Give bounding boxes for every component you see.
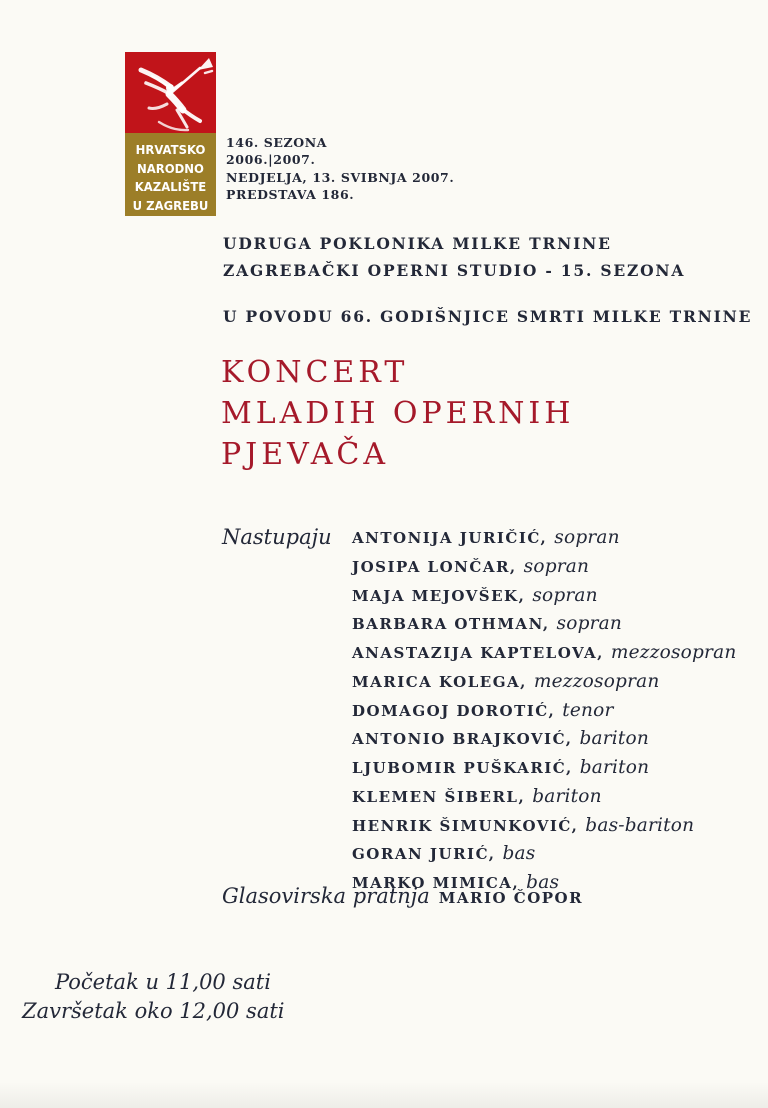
performer-voice: sopran [556, 613, 623, 635]
performer-voice: mezzosopran [533, 670, 660, 692]
performer-name: LJUBOMIR PUŠKARIĆ, [352, 759, 573, 777]
accompaniment-line [222, 884, 583, 908]
organizer-block [223, 231, 685, 284]
performer-name: MARICA KOLEGA, [352, 672, 527, 691]
performer-row [352, 553, 736, 582]
title-line: KONCERT [221, 355, 409, 390]
performer-name: MAJA MEJOVŠEK, [352, 586, 526, 605]
times-block [22, 968, 285, 1026]
performer-row [352, 725, 736, 754]
performer-name: ANASTAZIJA KAPTELOVA, [352, 644, 604, 662]
logo-line: HRVATSKO [135, 143, 206, 157]
performer-row [352, 783, 736, 812]
angel-trumpet-icon [125, 52, 216, 133]
performer-name: GORAN JURIĆ, [352, 845, 496, 864]
occasion-line: U POVODU 66. GODIŠNJICE SMRTI MILKE TRNINE [223, 307, 753, 326]
performer-name: KLEMEN ŠIBERL, [352, 787, 526, 806]
performer-name: BARBARA OTHMAN, [352, 615, 550, 634]
performer-voice: bas-bariton [585, 814, 695, 836]
accompaniment-name: MARIO ČOPOR [438, 889, 584, 907]
performer-name: ANTONIJA JURIČIĆ, [352, 529, 548, 547]
performer-row [352, 524, 736, 553]
performer-row [352, 639, 736, 668]
performer-row [352, 812, 736, 841]
logo-line: KAZALIŠTE [134, 180, 207, 194]
performer-voice: tenor [562, 699, 614, 721]
performer-row [352, 754, 736, 783]
performer-name: MARKO MIMICA, [352, 874, 520, 892]
performer-voice: sopran [554, 527, 620, 548]
performer-voice: bariton [579, 757, 650, 778]
end-time-line: Završetak oko 12,00 sati [22, 999, 285, 1023]
performer-name: ANTONIO BRAJKOVIĆ, [352, 730, 573, 749]
performer-row [352, 668, 736, 697]
logo-line: U ZAGREBU [132, 198, 209, 213]
start-time-line: Početak u 11,00 sati [55, 970, 271, 994]
performance-info [226, 134, 454, 203]
logo-wordmark [125, 133, 216, 216]
organizer-line: ZAGREBAČKI OPERNI STUDIO - 15. SEZONA [223, 260, 686, 280]
info-line-date: NEDJELJA, 13. SVIBNJA 2007. [226, 169, 455, 185]
logo-red-panel [125, 52, 216, 133]
hnk-logo [125, 52, 216, 216]
performer-row [352, 610, 736, 639]
performer-voice: mezzosopran [610, 642, 737, 663]
performer-name: HENRIK ŠIMUNKOVIĆ, [352, 816, 579, 835]
performer-row [352, 582, 736, 611]
organizer-line: UDRUGA POKLONIKA MILKE TRNINE [223, 234, 612, 253]
performer-voice: bas [526, 872, 560, 893]
performer-list [352, 524, 736, 898]
performer-voice: bariton [532, 785, 602, 807]
title-line: MLADIH OPERNIH [221, 396, 575, 431]
page-title [221, 352, 574, 475]
performer-voice: sopran [532, 584, 598, 606]
performer-voice: bas [502, 843, 536, 865]
logo-line: NARODNO [137, 161, 204, 176]
accompaniment-label: Glasovirska pratnja [222, 884, 430, 908]
title-line: PJEVAČA [221, 437, 390, 472]
info-line-years: 2006.|2007. [226, 152, 316, 168]
info-line-season: 146. SEZONA [226, 135, 328, 150]
performer-voice: bariton [579, 728, 649, 750]
performer-voice: sopran [523, 555, 590, 577]
info-line-number: PREDSTAVA 186. [226, 186, 355, 202]
performers-label: Nastupaju [222, 525, 332, 549]
performer-row [352, 697, 736, 726]
performer-row [352, 840, 736, 869]
performer-name: JOSIPA LONČAR, [352, 557, 517, 576]
performer-name: DOMAGOJ DOROTIĆ, [352, 701, 556, 720]
